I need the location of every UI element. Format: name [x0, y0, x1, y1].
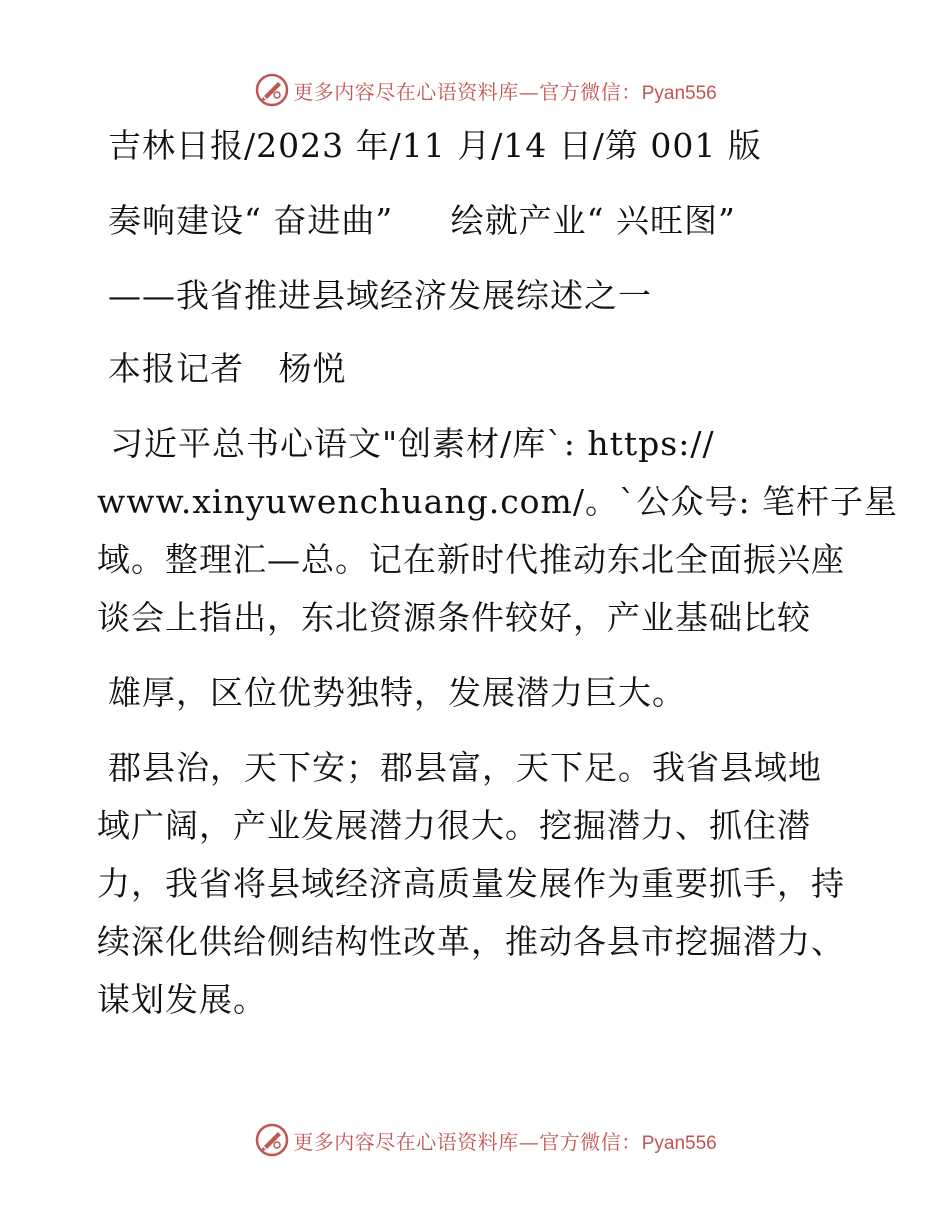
footer-banner — [0, 1120, 950, 1160]
brand-logo-icon — [255, 73, 289, 107]
paragraph-1-line: 雄厚，区位优势独特，发展潜力巨大。 — [108, 673, 686, 712]
paragraph-1-line: 习近平总书心语文"创素材/库`: https:// — [110, 424, 715, 463]
paragraph-2-line: 续深化供给侧结构性改革，推动各县市挖掘潜力、 — [97, 922, 845, 961]
article-subtitle: ——我省推进县域经济发展综述之一 — [108, 276, 652, 315]
paragraph-2-line: 谋划发展。 — [97, 980, 267, 1019]
header-banner-content — [255, 73, 717, 107]
paragraph-1-line: 域。整理汇—总。记在新时代推动东北全面振兴座 — [97, 540, 845, 579]
footer-banner-wechat-id: Pyan556 — [641, 1132, 717, 1154]
paragraph-2-line: 力，我省将县域经济高质量发展作为重要抓手，持 — [97, 864, 845, 903]
footer-banner-text: 更多内容尽在心语资料库—官方微信：Pyan556 — [293, 1129, 717, 1154]
header-banner-text: 更多内容尽在心语资料库—官方微信：Pyan556 — [293, 79, 717, 104]
byline: 本报记者 杨悦 — [108, 349, 347, 388]
brand-logo-icon — [255, 1123, 289, 1157]
paragraph-1-line: www.xinyuwenchuang.com/。`公众号: 笔杆子星 — [97, 482, 899, 521]
paragraph-2-line: 郡县治，天下安；郡县富，天下足。我省县域地 — [108, 748, 822, 787]
paragraph-1-line: 谈会上指出，东北资源条件较好，产业基础比较 — [97, 598, 811, 637]
header-banner-wechat-id: Pyan556 — [641, 82, 717, 104]
paragraph-2-line: 域广阔，产业发展潜力很大。挖掘潜力、抓住潜 — [97, 806, 811, 845]
article-title: 奏响建设“ 奋进曲” 绘就产业“ 兴旺图” — [108, 201, 736, 240]
footer-banner-content — [255, 1123, 717, 1157]
header-banner — [0, 70, 950, 110]
source-line: 吉林日报/2023 年/11 月/14 日/第 001 版 — [108, 126, 762, 165]
